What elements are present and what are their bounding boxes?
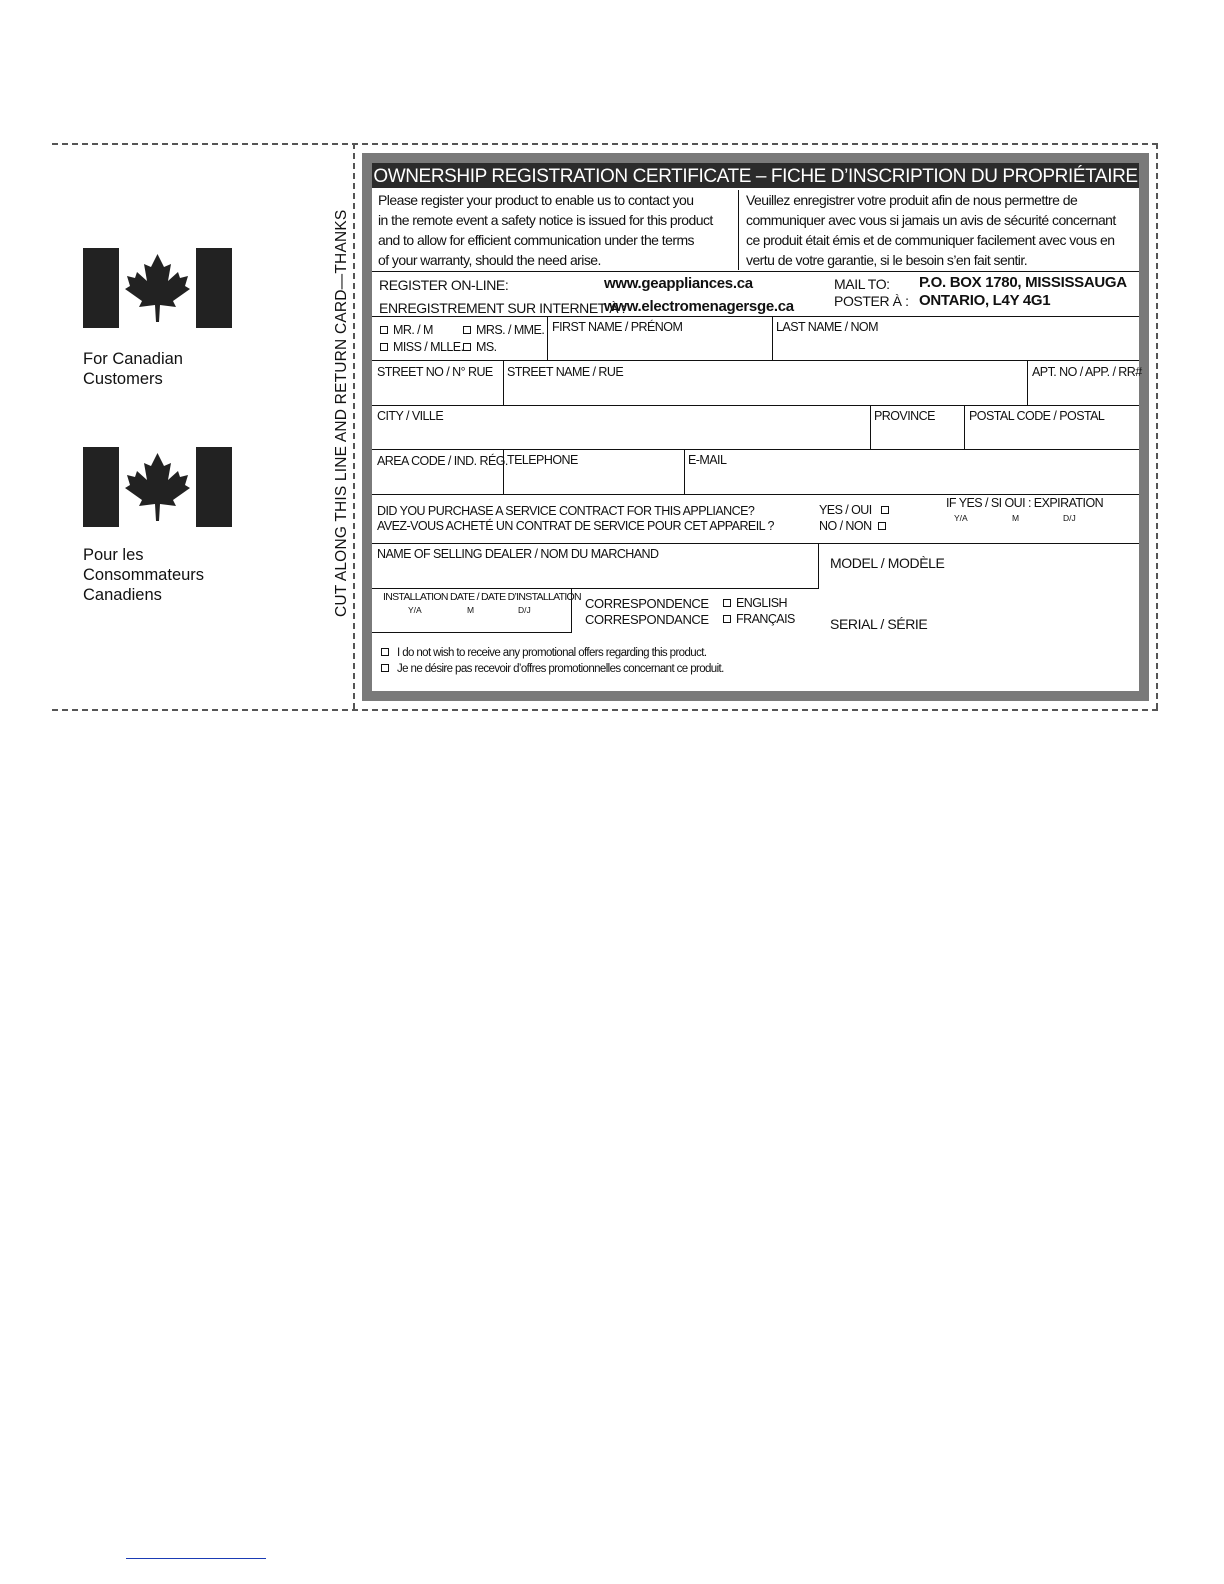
model-field[interactable]: MODEL / MODÈLE (830, 555, 945, 571)
intro-line: in the remote event a safety notice is issued for this product (378, 212, 713, 228)
divider (684, 449, 685, 494)
title-mr-option[interactable] (380, 323, 433, 338)
postal-code-field[interactable]: POSTAL CODE / POSTAL (969, 409, 1105, 423)
mailing-address-line-1: P.O. BOX 1780, MISSISSAUGA (919, 274, 1127, 291)
canada-flag-icon (83, 248, 232, 328)
intro-line: and to allow for efficient communication under the terms (378, 232, 695, 248)
page-link-underline (126, 1558, 266, 1559)
divider (372, 632, 572, 633)
registration-card (372, 163, 1142, 691)
no-option[interactable] (819, 519, 891, 534)
cut-line-top (52, 143, 1158, 145)
checkbox-icon[interactable] (878, 522, 886, 530)
title-mr-label: MR. / M (393, 323, 433, 337)
service-question-fr: AVEZ-VOUS ACHETÉ UN CONTRAT DE SERVICE POUR CET APPAREIL ? (377, 519, 774, 533)
intro-line: ce produit était émis et de communiquer facilement avec vous en (746, 232, 1115, 248)
caption-english (83, 349, 283, 389)
dealer-field[interactable]: NAME OF SELLING DEALER / NOM DU MARCHAND (377, 547, 659, 561)
intro-line: Please register your product to enable us to contact you (378, 192, 694, 208)
city-field[interactable]: CITY / VILLE (377, 409, 444, 423)
divider (870, 405, 871, 449)
installation-date-field[interactable]: INSTALLATION DATE / DATE D’INSTALLATION (383, 591, 581, 603)
url-french[interactable]: www.electromenagersge.ca (604, 298, 794, 315)
caption-line: Consommateurs (83, 566, 205, 584)
divider (372, 588, 819, 589)
title-ms-option[interactable] (463, 340, 497, 355)
checkbox-icon[interactable] (463, 343, 471, 351)
divider (1027, 360, 1028, 405)
register-online-label: REGISTER ON-LINE: (379, 277, 509, 293)
checkbox-icon[interactable] (380, 343, 388, 351)
telephone-field[interactable]: TELEPHONE (507, 453, 578, 467)
area-code-field[interactable]: AREA CODE / IND. RÉG. (377, 454, 508, 468)
mail-to-label: MAIL TO: (834, 276, 890, 292)
expiration-year-label: Y/A (954, 513, 968, 523)
checkbox-icon[interactable] (381, 664, 389, 672)
street-name-field[interactable]: STREET NAME / RUE (507, 365, 624, 379)
checkbox-icon[interactable] (723, 615, 731, 623)
divider (772, 316, 773, 360)
last-name-field[interactable]: LAST NAME / NOM (776, 320, 878, 334)
francais-option[interactable] (723, 612, 795, 627)
apt-no-field[interactable]: APT. NO / APP. / RR# (1032, 365, 1142, 379)
checkbox-icon[interactable] (463, 326, 471, 334)
title-miss-label: MISS / MLLE. (393, 340, 464, 354)
checkbox-icon[interactable] (723, 599, 731, 607)
mailing-address-line-2: ONTARIO, L4Y 4G1 (919, 292, 1051, 309)
optout-option-fr[interactable] (381, 662, 724, 677)
street-no-field[interactable]: STREET NO / N° RUE (377, 365, 493, 379)
email-field[interactable]: E-MAIL (688, 453, 727, 467)
title-ms-label: MS. (476, 340, 497, 354)
divider (372, 543, 1139, 544)
intro-english (372, 190, 739, 270)
divider (503, 360, 504, 405)
english-label: ENGLISH (736, 596, 788, 610)
province-field[interactable]: PROVINCE (874, 409, 935, 423)
caption-line: Pour les (83, 546, 144, 564)
installation-month-label: M (467, 605, 475, 615)
installation-year-label: Y/A (408, 605, 422, 615)
intro-line: of your warranty, should the need arise. (378, 252, 601, 268)
divider (372, 449, 1139, 450)
first-name-field[interactable]: FIRST NAME / PRÉNOM (552, 320, 683, 334)
divider (964, 405, 965, 449)
caption-french (83, 545, 283, 605)
title-miss-option[interactable] (380, 340, 464, 355)
card-header: OWNERSHIP REGISTRATION CERTIFICATE – FICHE D’INSCRIPTION DU PROPRIÉTAIRE (372, 163, 1139, 188)
divider (372, 271, 1139, 272)
yes-label: YES / OUI (819, 503, 872, 517)
optout-label-fr: Je ne désire pas recevoir d’offres promotionnelles concernant ce produit. (397, 663, 724, 675)
divider (372, 360, 1139, 361)
correspondence-label-en: CORRESPONDENCE (585, 596, 709, 611)
optout-option-en[interactable] (381, 646, 706, 661)
register-online-label-fr: ENREGISTREMENT SUR INTERNET À : (379, 300, 626, 316)
correspondence-label-fr: CORRESPONDANCE (585, 612, 709, 627)
cut-line-right (1156, 143, 1158, 709)
francais-label: FRANÇAIS (736, 612, 795, 626)
optout-label-en: I do not wish to receive any promotional offers regarding this product. (397, 647, 707, 659)
cut-instruction: CUT ALONG THIS LINE AND RETURN CARD—THANKS (333, 209, 350, 617)
caption-line: Customers (83, 370, 163, 388)
checkbox-icon[interactable] (381, 648, 389, 656)
checkbox-icon[interactable] (380, 326, 388, 334)
url-english[interactable]: www.geappliances.ca (604, 275, 753, 292)
divider (547, 316, 548, 360)
checkbox-icon[interactable] (881, 506, 889, 514)
yes-option[interactable] (819, 503, 894, 518)
service-question-en: DID YOU PURCHASE A SERVICE CONTRACT FOR THIS APPLIANCE? (377, 504, 755, 518)
divider (372, 494, 1139, 495)
expiration-field[interactable]: IF YES / SI OUI : EXPIRATION (946, 496, 1104, 510)
serial-field[interactable]: SERIAL / SÉRIE (830, 616, 928, 632)
canada-flag-icon (83, 447, 232, 527)
no-label: NO / NON (819, 519, 872, 533)
divider (372, 405, 1139, 406)
poster-a-label: POSTER À : (834, 293, 909, 309)
installation-day-label: D/J (518, 605, 531, 615)
title-mrs-option[interactable] (463, 323, 544, 338)
cut-line-bottom (52, 709, 1158, 711)
expiration-month-label: M (1012, 513, 1020, 523)
intro-line: vertu de votre garantie, si le besoin s’en fait sentir. (746, 252, 1028, 268)
intro-line: communiquer avec vous si jamais un avis de sécurité concernant (746, 212, 1116, 228)
title-mrs-label: MRS. / MME. (476, 323, 545, 337)
english-option[interactable] (723, 596, 787, 611)
divider (818, 543, 819, 589)
intro-french (740, 190, 1139, 270)
caption-line: Canadiens (83, 586, 162, 604)
intro-line: Veuillez enregistrer votre produit afin de nous permettre de (746, 192, 1078, 208)
caption-line: For Canadian (83, 350, 183, 368)
expiration-day-label: D/J (1063, 513, 1076, 523)
